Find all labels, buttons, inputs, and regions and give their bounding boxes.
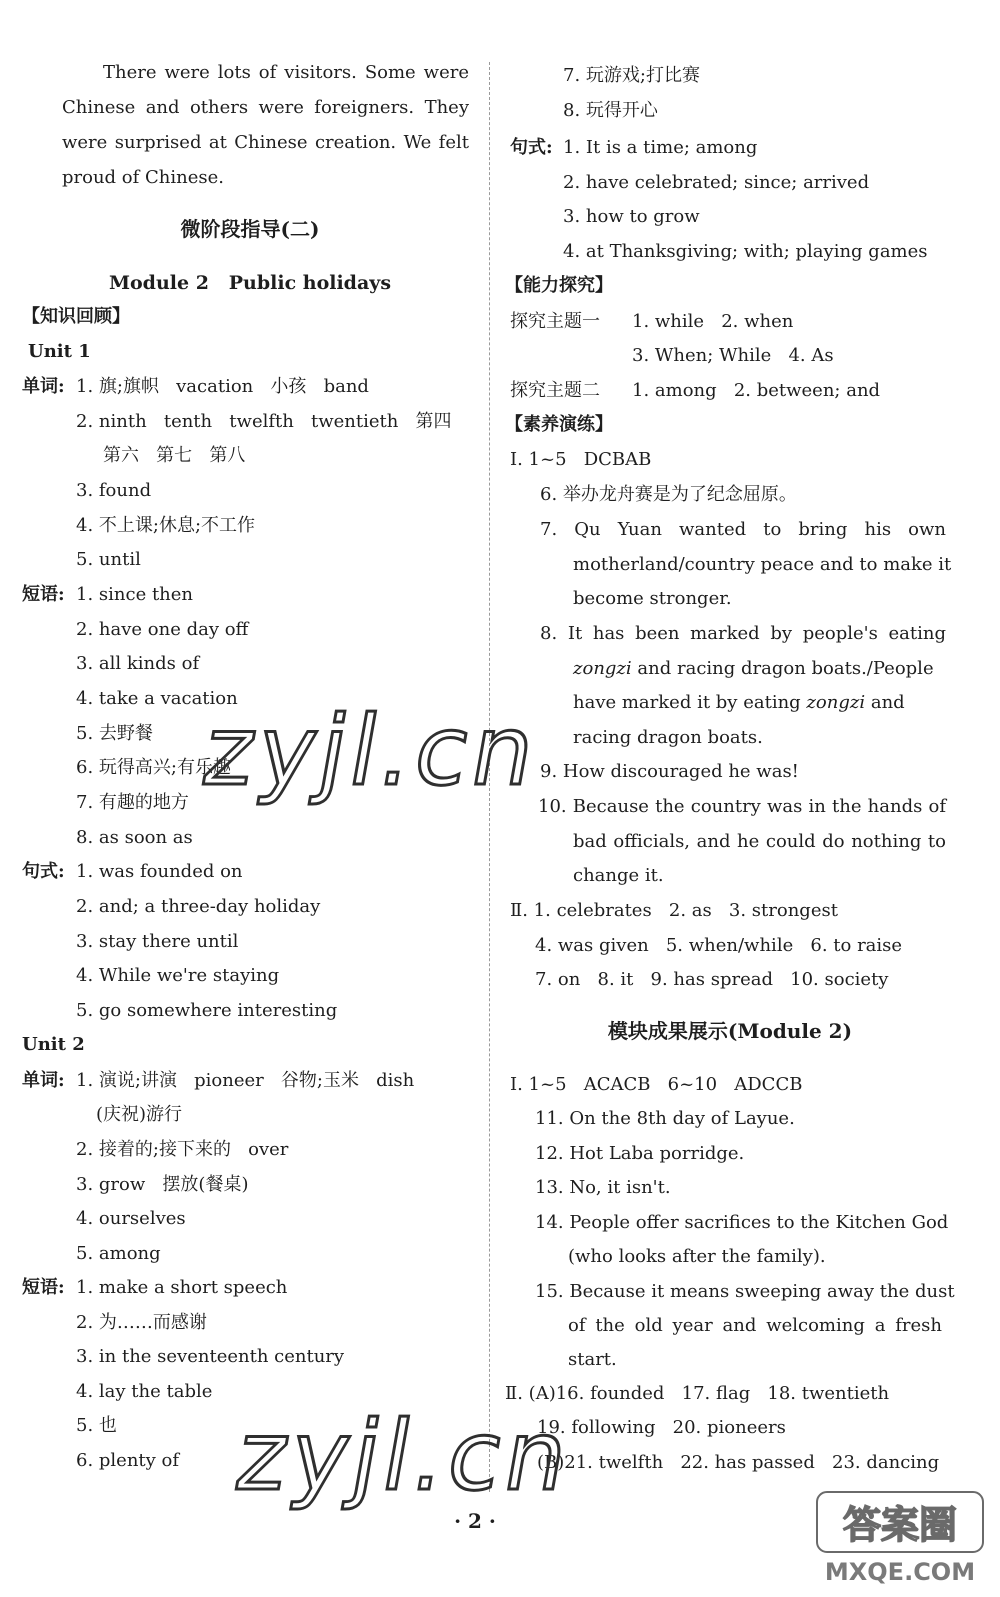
intro-line-4: proud of Chinese. — [62, 167, 224, 188]
unit1-sentence-1: 1. was founded on — [76, 861, 243, 882]
result-I-4: 13. No, it isn't. — [535, 1177, 671, 1198]
watermark-top: zyjl.cn — [195, 695, 548, 807]
logo-icon — [815, 1488, 985, 1588]
practice-I-10: 9. How discouraged he was! — [540, 761, 799, 782]
unit2-phrase-5: 5. 也 — [76, 1415, 117, 1436]
intro-line-3: were surprised at Chinese creation. We felt — [62, 132, 469, 153]
unit2-phrase-3: 3. in the seventeenth century — [76, 1346, 345, 1367]
intro-line-1: There were lots of visitors. Some were — [103, 62, 469, 83]
result-I-9: start. — [568, 1349, 617, 1370]
logo-bottom-text: MXQE.COM — [824, 1558, 976, 1586]
right-sentences-label: 句式: — [510, 137, 553, 158]
practice-II-1: Ⅱ. 1. celebrates 2. as 3. strongest — [510, 900, 838, 921]
unit2-word-3: 3. grow 摆放(餐桌) — [76, 1174, 249, 1195]
practice-I-9: racing dragon boats. — [573, 727, 763, 748]
unit1-sentence-5: 5. go somewhere interesting — [76, 1000, 338, 1021]
page-number: · 2 · — [454, 1509, 496, 1533]
unit1-word-4: 4. 不上课;休息;不工作 — [76, 515, 256, 536]
right-sentence-1: 1. It is a time; among — [563, 137, 758, 158]
right-sentence-2: 2. have celebrated; since; arrived — [563, 172, 870, 193]
topic1-label: 探究主题一 — [510, 311, 600, 332]
practice-I-13: change it. — [573, 865, 664, 886]
unit1-phrase-4: 4. take a vacation — [76, 688, 238, 709]
unit2-word-1: 1. 演说;讲演 pioneer 谷物;玉米 dish — [76, 1070, 415, 1091]
unit1-word-2: 2. ninth tenth twelfth twentieth 第四 — [76, 411, 452, 432]
unit1-words-label: 单词: — [22, 376, 65, 397]
watermark-bottom: zyjl.cn — [228, 1400, 581, 1512]
unit1-sentence-3: 3. stay there until — [76, 931, 239, 952]
review-label: 【知识回顾】 — [22, 306, 130, 327]
module-result-title: 模块成果展示(Module 2) — [607, 1019, 853, 1043]
result-I-8: of the old year and welcoming a fresh — [568, 1315, 942, 1336]
unit1-phrase-6: 6. 玩得高兴;有乐趣 — [76, 757, 231, 778]
unit2-phrase-4: 4. lay the table — [76, 1381, 213, 1402]
unit1-phrases-label: 短语: — [22, 584, 65, 605]
right-phrase-7: 7. 玩游戏;打比赛 — [563, 65, 700, 86]
result-II-3: (B)21. twelfth 22. has passed 23. dancing — [537, 1452, 940, 1473]
unit2-word-4: 4. ourselves — [76, 1208, 186, 1229]
practice-II-3: 7. on 8. it 9. has spread 10. society — [535, 969, 889, 990]
practice-I-2: 6. 举办龙舟赛是为了纪念屈原。 — [540, 484, 797, 505]
unit1-sentence-4: 4. While we're staying — [76, 965, 280, 986]
unit1-word-1: 1. 旗;旗帜 vacation 小孩 band — [76, 376, 369, 397]
unit2-word-2: 2. 接着的;接下来的 over — [76, 1139, 289, 1160]
unit1-phrase-3: 3. all kinds of — [76, 653, 200, 674]
result-I-5: 14. People offer sacrifices to the Kitchen God — [535, 1212, 949, 1233]
unit2-word-1b: (庆祝)游行 — [96, 1104, 183, 1125]
module-title: Module 2 Public holidays — [108, 272, 392, 294]
site-logo — [815, 1488, 985, 1588]
unit1-phrase-5: 5. 去野餐 — [76, 723, 153, 744]
practice-I-12: bad officials, and he could do nothing to — [573, 831, 946, 852]
topic2-label: 探究主题二 — [510, 380, 600, 401]
right-sentence-3: 3. how to grow — [563, 206, 700, 227]
result-I-3: 12. Hot Laba porridge. — [535, 1143, 745, 1164]
unit2-words-label: 单词: — [22, 1070, 65, 1091]
unit2-title: Unit 2 — [22, 1034, 85, 1055]
ability-label: 【能力探究】 — [505, 275, 613, 296]
topic2-line-1: 1. among 2. between; and — [632, 380, 881, 401]
practice-I-8: have marked it by eating zongzi and — [573, 692, 905, 713]
result-I-2: 11. On the 8th day of Layue. — [535, 1108, 795, 1129]
unit2-phrase-2: 2. 为……而感谢 — [76, 1312, 207, 1333]
unit2-phrase-1: 1. make a short speech — [76, 1277, 288, 1298]
right-sentence-4: 4. at Thanksgiving; with; playing games — [563, 241, 928, 262]
result-I-6: (who looks after the family). — [568, 1246, 826, 1267]
unit1-phrase-2: 2. have one day off — [76, 619, 249, 640]
unit1-phrase-8: 8. as soon as — [76, 827, 193, 848]
unit1-title: Unit 1 — [28, 341, 91, 362]
unit1-phrase-7: 7. 有趣的地方 — [76, 792, 189, 813]
section-title: 微阶段指导(二) — [180, 217, 320, 241]
unit1-phrase-1: 1. since then — [76, 584, 194, 605]
unit2-word-5: 5. among — [76, 1243, 161, 1264]
practice-I-5: become stronger. — [573, 588, 732, 609]
practice-I-6: 8. It has been marked by people's eating — [540, 623, 946, 644]
practice-I-11: 10. Because the country was in the hands of — [538, 796, 946, 817]
result-II-1: Ⅱ. (A)16. founded 17. flag 18. twentieth — [505, 1383, 890, 1404]
practice-I-1: Ⅰ. 1~5 DCBAB — [510, 449, 652, 470]
unit1-sentence-2: 2. and; a three-day holiday — [76, 896, 321, 917]
result-I-7: 15. Because it means sweeping away the dust — [535, 1281, 955, 1302]
unit2-phrase-6: 6. plenty of — [76, 1450, 180, 1471]
practice-I-3: 7. Qu Yuan wanted to bring his own — [540, 519, 946, 540]
unit1-word-5: 5. until — [76, 549, 141, 570]
unit1-sentences-label: 句式: — [22, 861, 65, 882]
topic1-line-1: 1. while 2. when — [632, 311, 794, 332]
practice-I-4: motherland/country peace and to make it — [573, 554, 952, 575]
unit1-word-3: 3. found — [76, 480, 152, 501]
logo-top-text: 答案圈 — [842, 1503, 958, 1547]
practice-II-2: 4. was given 5. when/while 6. to raise — [535, 935, 903, 956]
unit2-phrases-label: 短语: — [22, 1277, 65, 1298]
topic1-line-2: 3. When; While 4. As — [632, 345, 834, 366]
right-phrase-8: 8. 玩得开心 — [563, 100, 658, 121]
intro-line-2: Chinese and others were foreigners. They — [62, 97, 469, 118]
result-I-1: Ⅰ. 1~5 ACACB 6~10 ADCCB — [510, 1074, 803, 1095]
result-II-2: 19. following 20. pioneers — [537, 1417, 786, 1438]
unit1-word-2b: 第六 第七 第八 — [103, 445, 246, 466]
practice-I-7: zongzi and racing dragon boats./People — [573, 658, 934, 679]
practice-label: 【素养演练】 — [505, 414, 613, 435]
